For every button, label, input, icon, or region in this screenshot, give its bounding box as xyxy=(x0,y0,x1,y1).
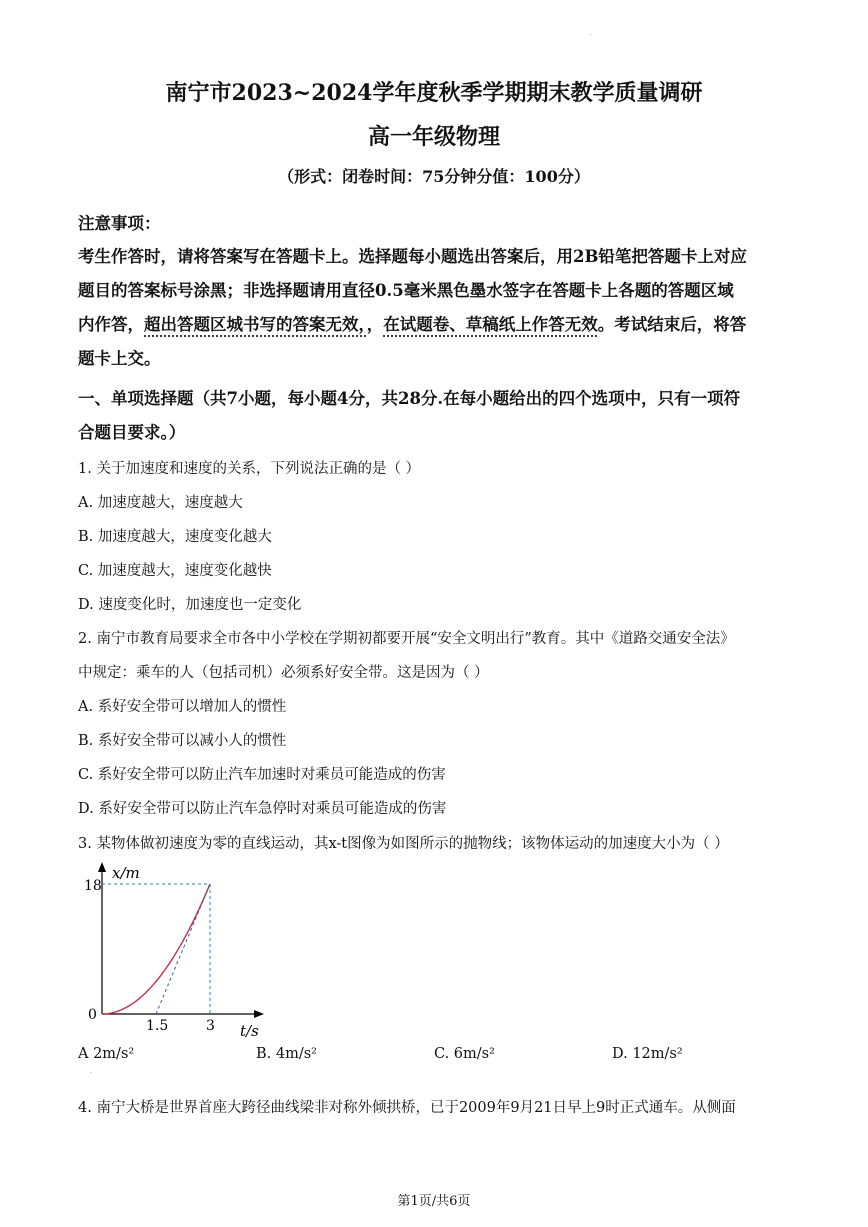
q3-option-a-text: A 2m/s² xyxy=(78,1046,135,1062)
q1-option-c: C. 加速度越大，速度变化越快 xyxy=(78,563,272,579)
section1-heading xyxy=(78,382,794,450)
q3-option-a xyxy=(78,1046,134,1062)
notice-line-4: 题卡上交。 xyxy=(78,349,161,368)
exam-title: 南宁市2023~2024学年度秋季学期期末教学质量调研 xyxy=(165,80,703,106)
x-tick-label: 1.5 xyxy=(146,1018,169,1034)
notice-text: ， xyxy=(366,315,384,334)
notice-emphasis: 超出答题区城书写的答案无效， xyxy=(144,315,367,334)
exam-format: （形式：闭卷时间：75分钟分值：100分） xyxy=(278,167,590,186)
q3-option-d xyxy=(612,1046,683,1062)
q1-option-b: B. 加速度越大，速度变化越大 xyxy=(78,529,272,545)
notice-line-3 xyxy=(78,308,794,342)
notice-text: 。考试结束后，将答 xyxy=(597,315,747,334)
q3-option-d-text: D. 12m/s² xyxy=(612,1046,683,1062)
q1-stem: 1. 关于加速度和速度的关系，下列说法正确的是（ ） xyxy=(78,461,421,477)
q3-option-b-text: B. 4m/s² xyxy=(256,1046,317,1062)
q2-stem-line1: 2. 南宁市教育局要求全市各中小学校在学期初都要开展“安全文明出行”教育。其中《道路交通安全法》 xyxy=(78,631,735,647)
xt-graph xyxy=(78,860,278,1040)
q4-stem: 4. 南宁大桥是世界首座大跨径曲线梁非对称外倾拱桥，已于2009年9月21日早上9时正式通车。从侧面 xyxy=(78,1100,736,1116)
q3-stem: 3. 某物体做初速度为零的直线运动，其x-t图像为如图所示的抛物线；该物体运动的加速度大小为（ ） xyxy=(78,836,729,852)
origin-label: 0 xyxy=(88,1007,97,1023)
scan-mark: . xyxy=(90,1068,92,1075)
y-axis-arrow xyxy=(98,862,106,872)
q3-option-c-text: C. 6m/s² xyxy=(434,1046,495,1062)
section1-heading-line2: 合题目要求。） xyxy=(78,423,186,442)
q2-option-c: C. 系好安全带可以防止汽车加速时对乘员可能造成的伤害 xyxy=(78,767,446,783)
q3-option-b xyxy=(256,1046,317,1062)
q3-option-c xyxy=(434,1046,495,1062)
y-axis-label: x/m xyxy=(112,864,140,882)
q1-option-a: A. 加速度越大，速度越大 xyxy=(78,495,243,511)
q2-option-a: A. 系好安全带可以增加人的惯性 xyxy=(78,699,287,715)
notice-body xyxy=(78,240,794,376)
notice-line-2: 题目的答案标号涂黑；非选择题请用直径0.5毫米黑色墨水签字在答题卡上各题的答题区域 xyxy=(78,281,734,300)
scan-mark: . xyxy=(590,30,592,37)
page-footer: 第1页/共6页 xyxy=(397,1194,471,1209)
x-tick-label: 3 xyxy=(206,1018,215,1034)
notice-emphasis: 在试题卷、草稿纸上作答无效 xyxy=(383,315,598,334)
q2-option-d: D. 系好安全带可以防止汽车急停时对乘员可能造成的伤害 xyxy=(78,801,447,817)
x-axis-arrow xyxy=(254,1010,264,1018)
exam-subtitle: 高一年级物理 xyxy=(367,124,500,150)
section1-heading-line1: 一、单项选择题（共7小题，每小题4分，共28分.在每小题给出的四个选项中，只有一项符 xyxy=(78,389,741,408)
notice-line-1: 考生作答时，请将答案写在答题卡上。选择题每小题选出答案后，用2B铅笔把答题卡上对应 xyxy=(78,247,747,266)
q2-option-b: B. 系好安全带可以减小人的惯性 xyxy=(78,733,287,749)
y-tick-label: 18 xyxy=(84,878,102,894)
x-axis-label: t/s xyxy=(240,1022,259,1040)
q1-option-d: D. 速度变化时，加速度也一定变化 xyxy=(78,597,302,613)
q2-stem-line2: 中规定：乘车的人（包括司机）必须系好安全带。这是因为（ ） xyxy=(78,665,489,681)
notice-text: 内作答， xyxy=(78,315,144,334)
notice-heading: 注意事项： xyxy=(78,214,161,233)
parabola-curve xyxy=(102,884,210,1014)
